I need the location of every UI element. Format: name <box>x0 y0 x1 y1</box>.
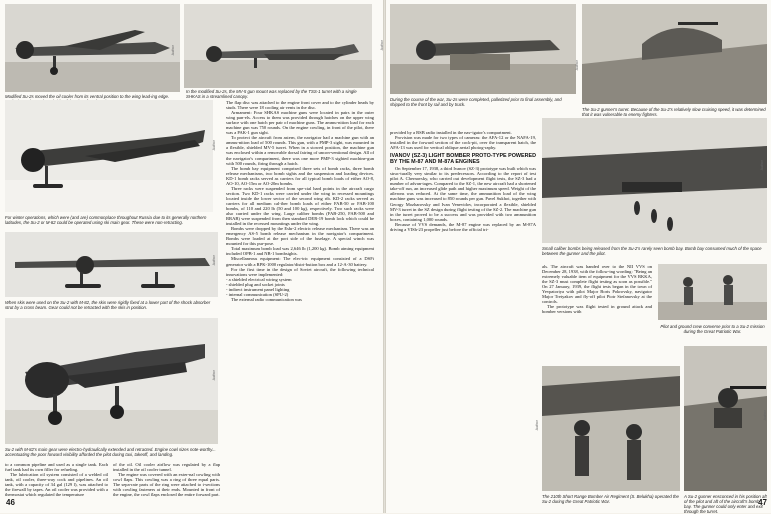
paragraph: Total maximum bomb load was 2,646 lb (1,200 kg). Bomb aiming equipment included OPB-1 and NB-1 bombsights. <box>226 246 374 257</box>
photo-gunner-position <box>684 346 767 491</box>
text-column-right <box>226 100 374 500</box>
photo-credit: Author <box>763 410 767 421</box>
paragraph: The flap disc was attached to the engine front cover and to the cylinder heads by studs. There were 18 cooling air vents in the disc. <box>226 100 374 111</box>
innovation-list <box>226 277 374 302</box>
paragraph: Bombs were dropped by the Esbr-2 electric release mechanism. There was an emergency AS-5 bomb release mechanism in the navigator's compartment. Bombs were loaded at the port side of the fuselage. A special winch was mounted for this pur-pose. <box>226 226 374 247</box>
photo-credit: Author <box>575 60 579 71</box>
caption-top-left: Modified Su-2s moved the oil cooler from its ventral position to the wing lead-ing edge. <box>5 94 170 99</box>
caption-bottom: Su-2 with M-82's main gear were electro-hydraulically extended and retracted. Engine cowl sizes note-worthy... accentuating the poor forward visibility afforded the pilot during taxi, takeoff, and landing. <box>5 447 216 458</box>
paragraph: Miscellaneous equipment: The elec-tric equipment consisted of a DSFi generator with a RPK-1000 regulator/distri-bution box and a 12-A-30 battery. <box>226 256 374 267</box>
paragraph: als. The aircraft was handed over to the NII VVS on December 28, 1938, with the follow-ing wording: "Being an extremely valuable item of equipment for the VVS RKKA, the SZ-3 must complete flight testing as soon as possible." On 27 January, 1939, the flight tests began in the town of Yevpatoriya with pilot Major Boris Pokrovsky, navigator Major Tretyakov and fly-off pilot Piotr Stefanovsky at the controls. <box>542 264 652 305</box>
photo-ski-gear <box>5 100 213 212</box>
page-number: 46 <box>6 498 15 507</box>
text-column-left <box>5 462 108 508</box>
paragraph: of the oil. Oil cooler airflow was regulated by a flap installed in the oil cooler tunnel. <box>113 462 220 473</box>
caption-crew: Pilot and ground crew converse prior to a Su-2 mission during the Great Patriotic War. <box>660 324 765 335</box>
paragraph: Three racks were suspended from spe-cial hard points in the aircraft cargo section. Two KD-1 racks were carried under the wing in recessed mountings located inside the lower sector of the second wing rib. KD-2 racks served as carriers for all medium cal-iber bomb loads of either FAB-50 or FAB-100 bombs, of 110 and 220 lb (50 and 100 kg), respectively. Two such racks were also carried under the wing. Large caliber bombs (FAB-250, FAB-500 and RRAB) were suspended from then standard DER-19 bomb lock which could be installed in the recessed mountings under the wing. <box>226 185 374 227</box>
caption-ski: For winter operations, which were (and are) commonplace throughout Russia due to its generally northern latitudes, the Su-2 or M-82 could be operated using ski main gear. These were non-retracting. <box>5 215 207 226</box>
paragraph: Provision was made for two types of cameras: the AFA-12 or the NAFA-19, installed in the forward section of the cock-pit, over the transparent hatch, the AFA-13 was used for vertical oblique aerial photog-raphy. <box>390 135 536 151</box>
photo-pilot-crew <box>658 264 767 320</box>
paragraph: The prototype was flight tested in ground attack and bomber versions with <box>542 304 652 315</box>
right-page <box>380 0 771 514</box>
photo-210th-regiment <box>542 366 680 491</box>
aircraft-photo-icon <box>542 366 680 491</box>
list-item: - indirect instrument panel lighting <box>226 286 290 292</box>
caption-top-right: In the modified Su-2s, the MV-5 gun mount was replaced by the TSS-1 turret with a single SHKAS in a streamlined canopy. <box>186 89 357 100</box>
photo-credit: Author <box>760 160 764 171</box>
paragraph: The bomb bay equipment comprised three sets of bomb racks, three bomb release mechanisms, two bomb sights and the suspension and loading devices. KD-1 bomb racks served as carriers for all typical bomb loads of either AO-8, AO-10, AO-15m or AO-20m bombs. <box>226 165 374 186</box>
text-column-mid <box>113 462 220 508</box>
aircraft-photo-icon <box>658 264 767 320</box>
paragraph: To protect the aircraft from astern, the navigator had a machine gun with an ammu-nition load of 500 rounds. This gun, with a PMP-3 sight, was mounted in a flexible, shielded MV-5 turret. When in a stowed position, the machine gun was enclosed within a removable dorsal fairing of uncon-ventional design. All of the navigator's compartment, there was one more PMP-3 sighted machine-gun with 500 rounds, firing through a hatch. <box>226 135 374 166</box>
aircraft-photo-icon <box>390 4 576 94</box>
photo-palletized-su2 <box>390 4 576 94</box>
photo-credit: Author <box>212 140 216 151</box>
list-item: The external radio communication was <box>231 296 302 302</box>
aircraft-photo-icon <box>5 4 180 92</box>
section-heading: IVANOV (SZ-3) LIGHT BOMBER PROTO-TYPE POWERED BY THE M-87 AND M-87A ENGINES <box>390 153 536 166</box>
photo-skis-fixed <box>5 232 218 297</box>
left-page <box>0 0 383 513</box>
caption-skis-down: When skis were used on the Su-2 with M-82, the skis were rigidly fixed at a lower part of the shock absorber strut by a cross beam. Gear could not be retracted with the skis in position. <box>5 300 211 311</box>
photo-tss1-turret <box>184 4 372 88</box>
aircraft-photo-icon <box>5 232 218 297</box>
photo-credit: Author <box>212 255 216 266</box>
paragraph: to a common pipeline and used as a single tank. Each fuel tank had its own filler for refueling. <box>5 462 108 473</box>
paragraph: The engine was covered with an exter-nal cowling with cowl flaps. This cowling was a ring of three equal parts. The sepa-rate parts of the ring were attached to t-sections with cowling fasteners at their ends. Mounted in front of the engine, the cowl flaps enclosed the entire forward part. <box>113 472 220 498</box>
aircraft-photo-icon <box>542 118 767 243</box>
photo-bomb-release <box>542 118 767 243</box>
caption-bomb-bay: Small caliber bombs being released from the Su-2's rarely seen bomb bay. Bomb bay consumed much of the space between the gunner and the pilot. <box>542 246 762 257</box>
photo-main-gear-retraction <box>5 318 218 444</box>
caption-bottom-right: A Su-2 gunner ensconced in his position aft of the pilot and aft of the aircraft's bomb bay. The gunner could only enter and exit through the turret. <box>684 494 767 514</box>
paragraph: Armament: Four SHKAS machine guns were located in pairs in the outer wing pan-els. Access to them was provided through hatches on the upper wing surface with one hatch per pair of machine guns. The ammu-nition load for each machine gun was 750 rounds. On the engine cowling, in front of the pilot, there was a PAK-1 gun sight. <box>226 110 374 136</box>
photo-gunner-turret <box>582 4 767 104</box>
aircraft-photo-icon <box>184 4 372 88</box>
paragraph: Because of VVS demands, the M-87 engine was replaced by an M-87A driving a VISh-23 propeller just before the official tri- <box>390 221 536 232</box>
photo-credit: Author <box>171 45 175 56</box>
paragraph: The lubrication oil system consisted of a welded oil tank, oil cooler, three-way cock and pipelines. An oil tank, with a capacity of 34 gal (129 l), was attached to the firewall by tapes. An oil cooler was provided with a thermostat which regulated the temperature <box>5 472 108 498</box>
caption-top-right: The Su-2 gunner's turret. Because of the Su-2's relatively slow cruising speed, it was determined that it was vulnerable to enemy fighters. <box>582 107 766 118</box>
caption-bottom-left: The 210th Short Range Bomber Air Regiment (S. Belukha) operated the Su-2 during the Great Patriotic War. <box>542 494 679 505</box>
photo-credit: Author <box>212 370 216 381</box>
list-item: - shielded plug and socket joints <box>226 281 285 287</box>
list-item: - a shielded electrical wiring system <box>226 276 292 282</box>
text-column-a <box>390 130 536 430</box>
photo-credit: Author <box>535 420 539 431</box>
paragraph: On September 17, 1938, a third Ivanov (SZ-3) prototype was built which was struc-turally very similar to its predecessors. According to the report of test pilot A. Chernavsky, who carried out development flight tests, the SZ-3 had a number of advan-tages. Compared to the SZ-1, the new aircraft had a shortened take-off run, an increased glide path and higher maximum speed. Weight of the ailerons was reduced. At the same time, the ammunition load of the wing machine guns was increased to 850 rounds per gun. Pavel Sukhoi, together with Georgy Mozharovsky and Ivan Venevidov, incorporated a flexible, shielded MV-3 turret in the SZ design during flight testing of the SZ-2. The machine gun in the turret proved to be a success and was provided with two ammunition boxes, containing 1,000 rounds. <box>390 166 536 222</box>
paragraph: For the first time in the design of Soviet aircraft, the following technical innovations were implemented: <box>226 266 374 277</box>
photo-credit: Author <box>380 40 384 51</box>
photo-wing-oil-cooler <box>5 4 180 92</box>
aircraft-photo-icon <box>5 318 218 444</box>
page-number: 47 <box>758 498 767 507</box>
paragraph: provided by a RSB radio installed in the nav-igator's compartment. <box>390 130 512 135</box>
list-item: - internal communication (SPU-2) <box>226 291 289 297</box>
aircraft-photo-icon <box>582 4 767 104</box>
caption-top-left: During the course of the war, Su-2s were completed, palletized prior to final assembly, and shipped to the front by rail and by truck. <box>390 97 562 108</box>
text-column-b <box>542 264 652 364</box>
aircraft-photo-icon <box>684 346 767 491</box>
aircraft-photo-icon <box>5 100 213 212</box>
